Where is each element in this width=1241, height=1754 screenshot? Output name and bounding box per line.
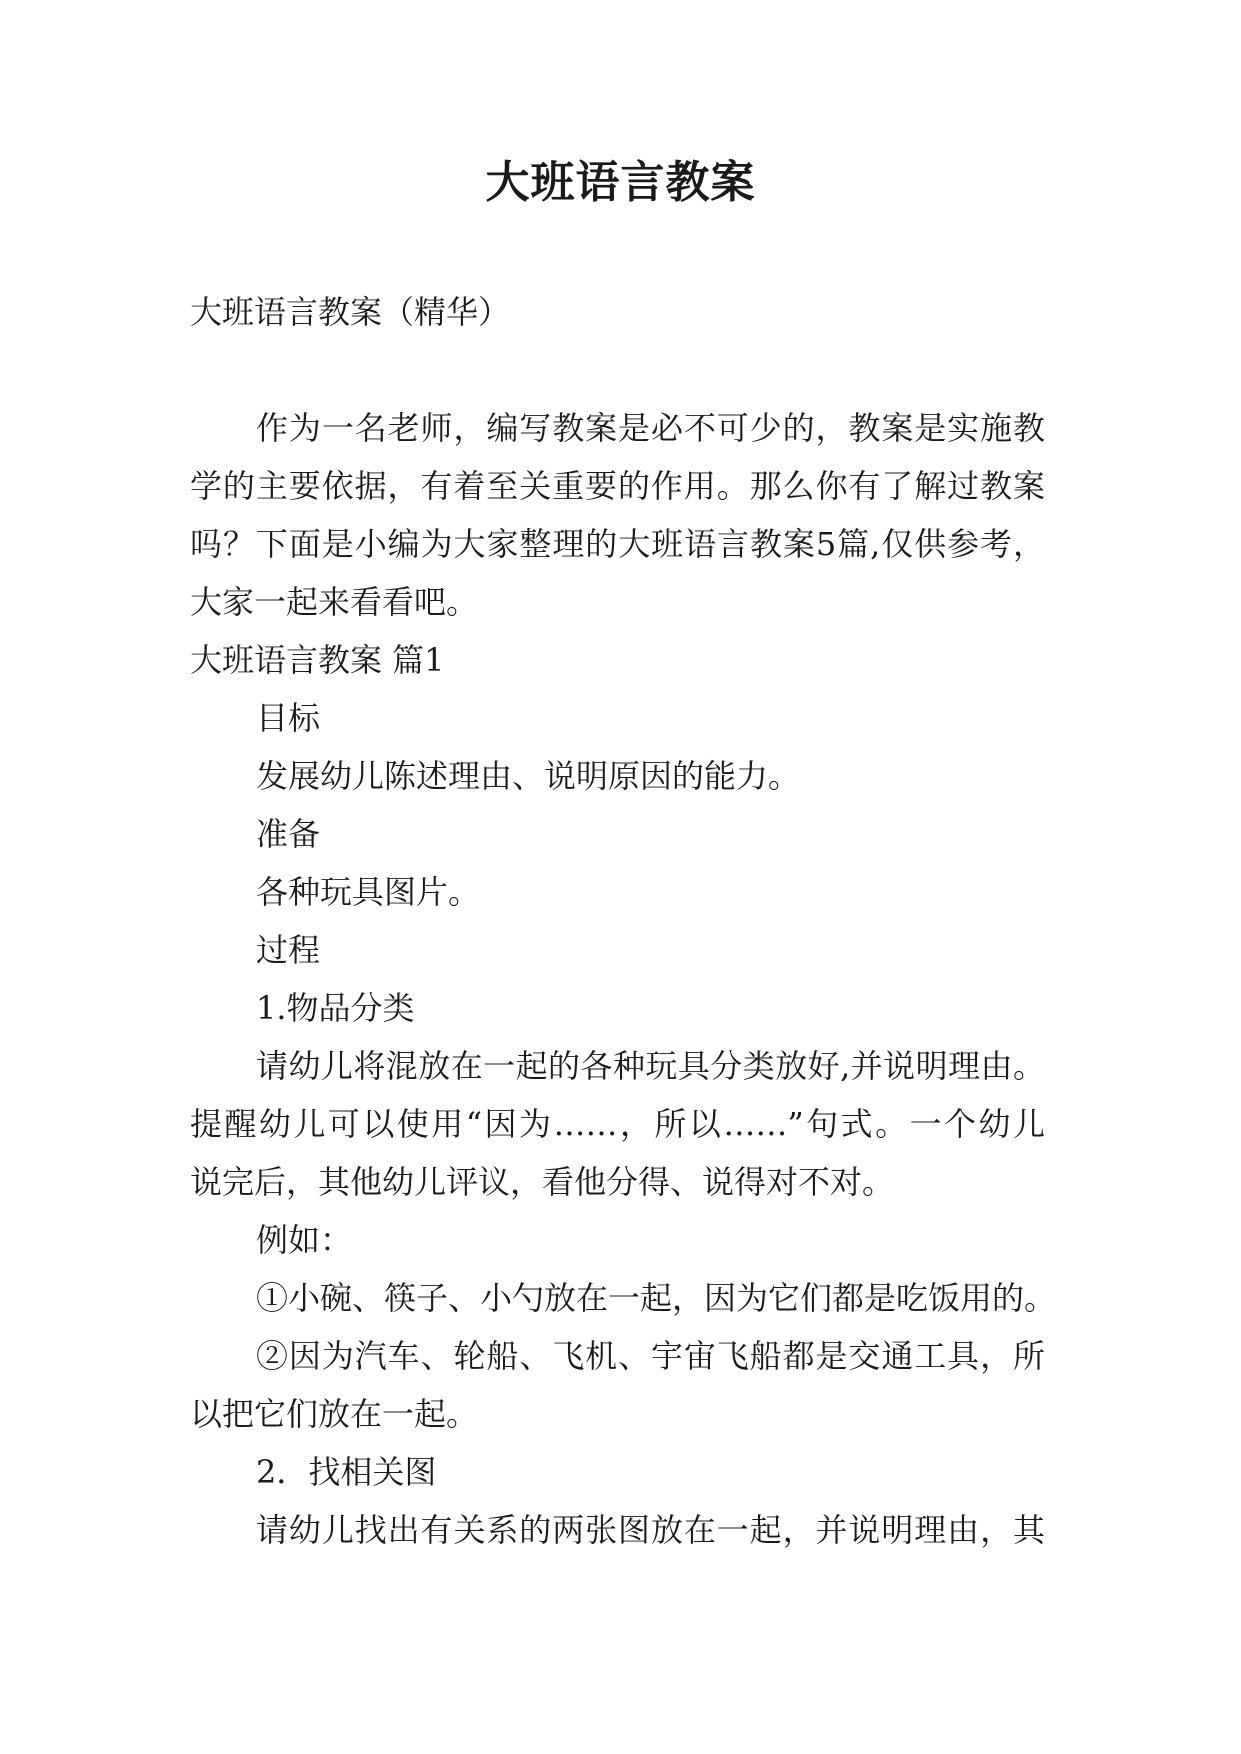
goal-text: 发展幼儿陈述理由、说明原因的能力。 <box>256 757 801 795</box>
prep-text: 各种玩具图片。 <box>256 873 481 911</box>
section-heading: 大班语言教案 篇1 <box>190 641 445 679</box>
step1-title: 1.物品分类 <box>256 989 415 1027</box>
example-2-line-1: ②因为汽车、轮船、飞机、宇宙飞船都是交通工具，所 <box>256 1337 1045 1375</box>
intro-line-2: 学的主要依据，有着至关重要的作用。那么你有了解过教案 <box>190 467 1045 505</box>
step2-title: 2．找相关图 <box>256 1453 437 1491</box>
example-1: ①小碗、筷子、小勺放在一起，因为它们都是吃饭用的。 <box>256 1279 1057 1317</box>
process-label: 过程 <box>256 931 321 969</box>
intro-line-1: 作为一名老师，编写教案是必不可少的，教案是实施教 <box>256 409 1045 447</box>
step2-text: 请幼儿找出有关系的两张图放在一起，并说明理由，其 <box>256 1511 1045 1549</box>
goal-label: 目标 <box>256 699 321 737</box>
document-title: 大班语言教案 <box>485 157 756 208</box>
intro-line-3: 吗？下面是小编为大家整理的大班语言教案5篇,仅供参考， <box>190 525 1045 563</box>
step1-line-2: 提醒幼儿可以使用“因为……，所以……”句式。一个幼儿 <box>190 1105 1045 1143</box>
prep-label: 准备 <box>256 815 321 853</box>
step1-line-1: 请幼儿将混放在一起的各种玩具分类放好,并说明理由。 <box>256 1047 1045 1085</box>
intro-line-4: 大家一起来看看吧。 <box>190 583 479 621</box>
document-subtitle: 大班语言教案（精华） <box>190 293 511 331</box>
step1-line-3: 说完后，其他幼儿评议，看他分得、说得对不对。 <box>190 1163 895 1201</box>
example-2-line-2: 以把它们放在一起。 <box>190 1395 479 1433</box>
example-label: 例如： <box>256 1221 353 1259</box>
